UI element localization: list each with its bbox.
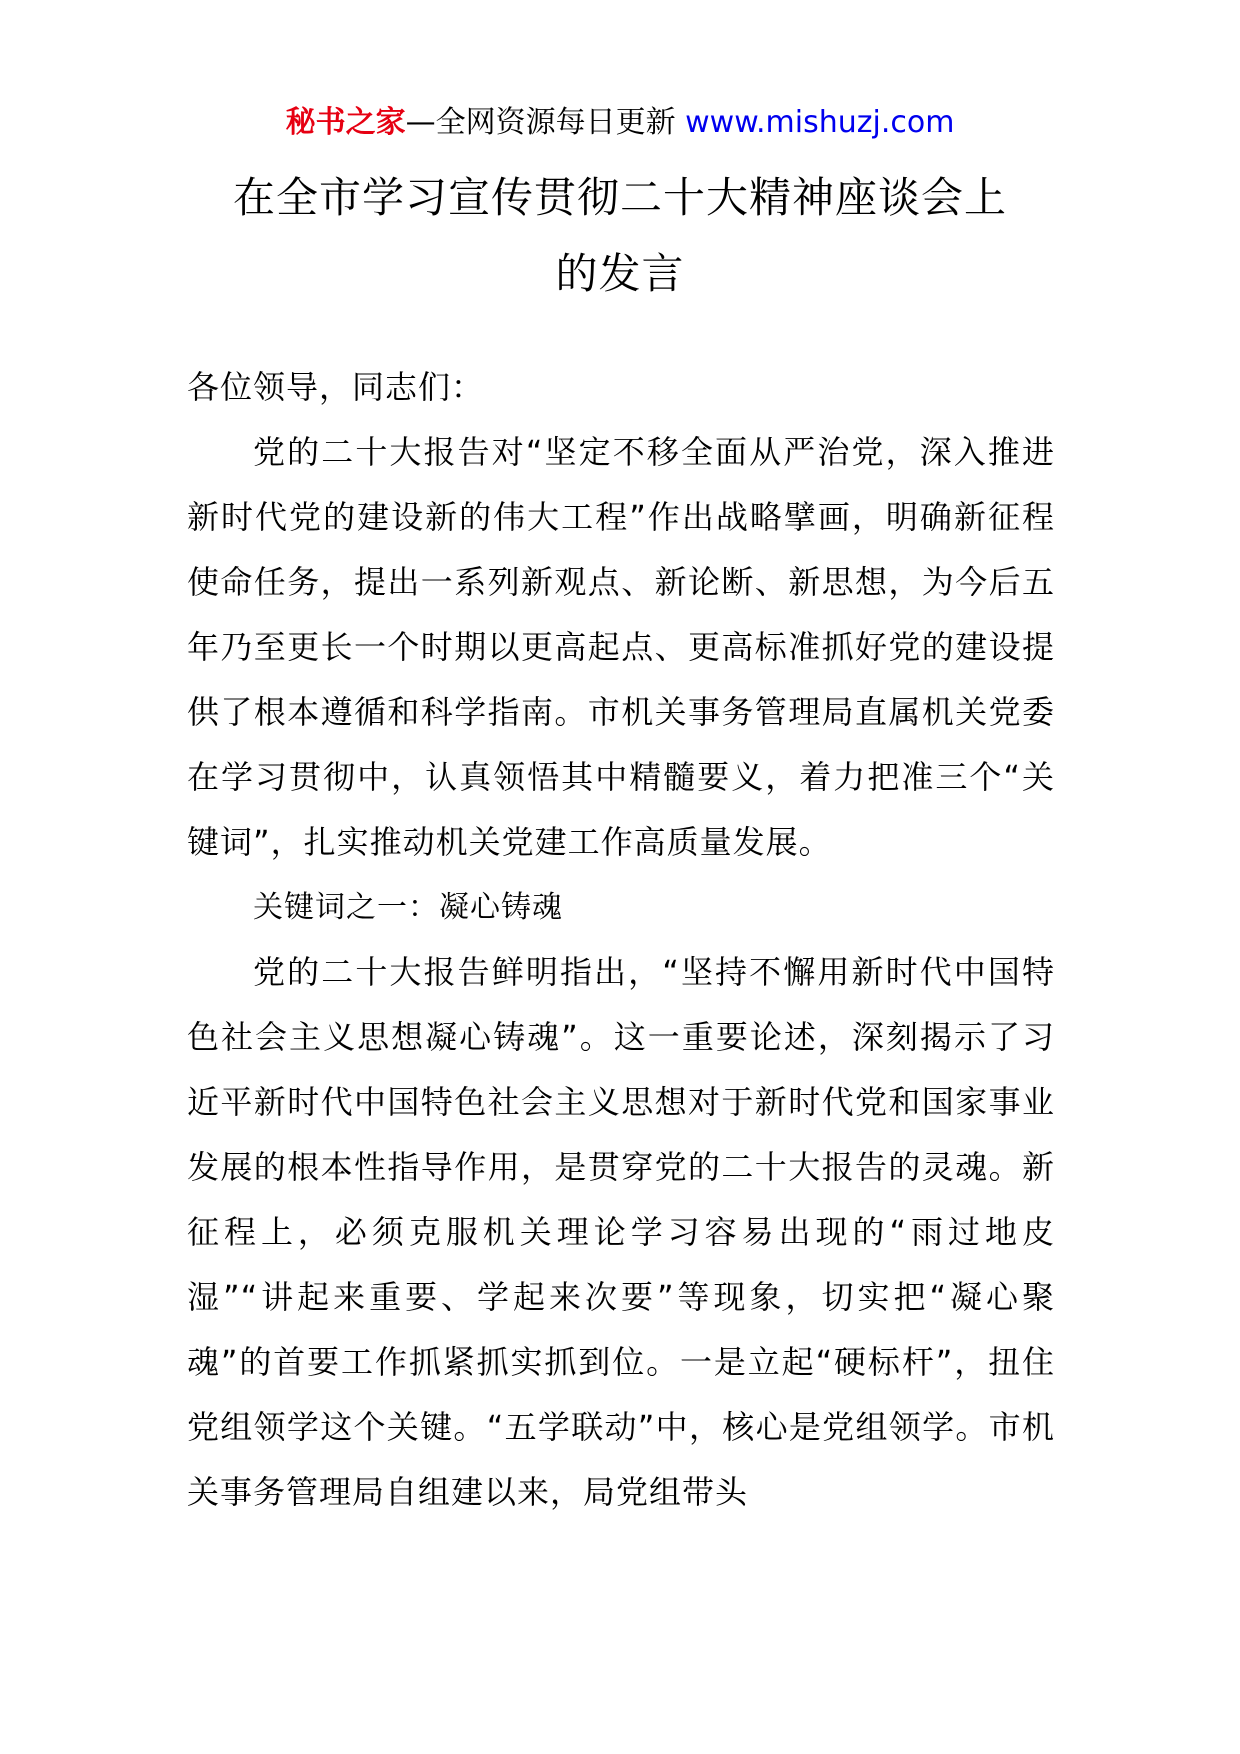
document-title [140,160,1100,312]
banner-slogan: —全网资源每日更新 [405,105,676,140]
watermark-banner [0,101,1240,145]
banner-url-link[interactable]: www.mishuzj.com [685,105,955,140]
document-body [187,355,1055,1525]
title-line-2: 的发言 [555,249,685,298]
title-line-1: 在全市学习宣传贯彻二十大精神座谈会上 [232,173,1007,222]
salutation: 各位领导，同志们： [187,368,485,406]
intro-paragraph: 党的二十大报告对“坚定不移全面从严治党，深入推进新时代党的建设新的伟大工程”作出战略擘画，明确新征程使命任务，提出一系列新观点、新论断、新思想，为今后五年乃至更长一个时期以更高起点、更高标准抓好党的建设提供了根本遵循和科学指南。市机关事务管理局直属机关党委在学习贯彻中，认真领悟其中精髓要义，着力把准三个“关键词”，扎实推动机关党建工作高质量发展。 [187,433,1055,861]
keyword-1-heading: 关键词之一：凝心铸魂 [253,890,563,925]
banner-brand: 秘书之家 [285,105,406,140]
keyword-1-paragraph: 党的二十大报告鲜明指出，“坚持不懈用新时代中国特色社会主义思想凝心铸魂”。这一重要论述，深刻揭示了习近平新时代中国特色社会主义思想对于新时代党和国家事业发展的根本性指导作用，是贯穿党的二十大报告的灵魂。新征程上，必须克服机关理论学习容易出现的“雨过地皮湿”“讲起来重要、学起来次要”等现象，切实把“凝心聚魂”的首要工作抓紧抓实抓到位。一是立起“硬标杆”，扭住党组领学这个关键。“五学联动”中，核心是党组领学。市机关事务管理局自组建以来，局党组带头 [187,953,1055,1511]
